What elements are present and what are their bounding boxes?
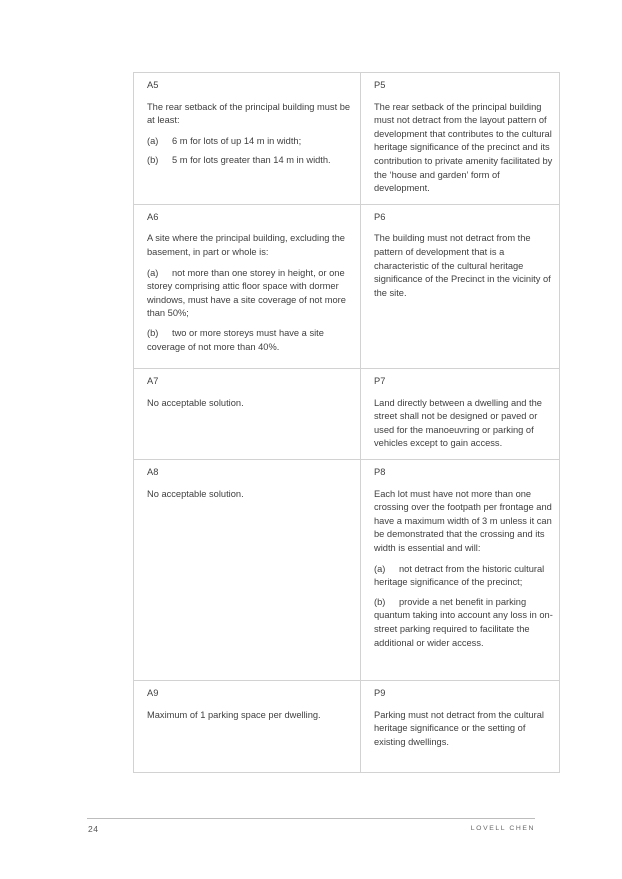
clause-text: The rear setback of the principal building must not detract from the layout pattern of development that contributes to the cultural heritage significance of the precinct and its contribution to private amenity facilitated by the ‘house and garden’ form of development. xyxy=(374,101,553,194)
sub-item-label: (a) xyxy=(374,563,386,574)
clause-text: Maximum of 1 parking space per dwelling. xyxy=(147,709,321,720)
sub-item-label: (b) xyxy=(374,596,386,607)
clause-text: No acceptable solution. xyxy=(147,488,244,499)
clause-sub-item xyxy=(147,154,355,168)
clause-text: A site where the principal building, excluding the basement, in part or whole is: xyxy=(147,233,345,257)
sub-item-text: not more than one storey in height, or one storey comprising attic floor space with dormer windows, must have a site coverage of not more than 50%; xyxy=(147,267,346,319)
sub-item-label: (b) xyxy=(147,155,159,166)
clause-sub-item xyxy=(147,267,355,321)
performance-criteria-code: P7 xyxy=(374,376,386,387)
performance-criteria-cell xyxy=(361,73,560,205)
acceptable-solution-cell xyxy=(134,204,361,368)
sub-item-text: provide a net benefit in parking quantum taking into account any loss in on-street parking required to facilitate the additional or wider access. xyxy=(374,596,553,648)
footer-divider xyxy=(87,818,535,819)
criteria-row xyxy=(134,460,560,681)
performance-criteria-cell xyxy=(361,460,560,681)
criteria-row xyxy=(134,73,560,205)
clause-text: Land directly between a dwelling and the street shall not be designed or paved or used for the manoeuvring or parking of vehicles except to gain access. xyxy=(374,397,542,449)
acceptable-solution-code: A6 xyxy=(147,211,159,222)
clause-text: The rear setback of the principal building must be at least: xyxy=(147,101,351,126)
footer-brand: LOVELL CHEN xyxy=(470,825,535,832)
criteria-table-body xyxy=(134,73,560,773)
acceptable-solution-cell xyxy=(134,681,361,773)
sub-item-text: not detract from the historic cultural heritage significance of the precinct; xyxy=(374,563,545,588)
performance-criteria-code: P8 xyxy=(374,467,386,478)
clause-sub-item xyxy=(374,563,554,590)
clause-text: No acceptable solution. xyxy=(147,397,244,408)
sub-item-label: (b) xyxy=(147,327,159,338)
performance-criteria-cell xyxy=(361,204,560,368)
performance-criteria-code: P6 xyxy=(374,211,386,222)
criteria-table xyxy=(133,72,560,773)
sub-item-text: two or more storeys must have a site coverage of not more than 40%. xyxy=(147,327,324,352)
performance-criteria-code: P5 xyxy=(374,80,386,90)
acceptable-solution-cell xyxy=(134,73,361,205)
criteria-row xyxy=(134,369,560,460)
performance-criteria-code: P9 xyxy=(374,688,386,699)
clause-text: Each lot must have not more than one crossing over the footpath per frontage and have a maximum width of 3 m unless it can be demonstrated that the crossing and its width is essential and will: xyxy=(374,488,552,554)
sub-item-text: 5 m for lots greater than 14 m in width. xyxy=(172,155,331,166)
acceptable-solution-code: A9 xyxy=(147,688,159,699)
performance-criteria-cell xyxy=(361,681,560,773)
performance-criteria-cell xyxy=(361,369,560,460)
page-number: 24 xyxy=(88,824,99,834)
clause-sub-item xyxy=(374,596,554,650)
clause-sub-item xyxy=(147,327,355,354)
criteria-row xyxy=(134,681,560,773)
acceptable-solution-code: A7 xyxy=(147,376,159,387)
sub-item-label: (a) xyxy=(147,135,159,146)
sub-item-label: (a) xyxy=(147,267,159,278)
acceptable-solution-cell xyxy=(134,460,361,681)
clause-sub-item xyxy=(147,135,355,149)
acceptable-solution-code: A8 xyxy=(147,467,159,478)
acceptable-solution-code: A5 xyxy=(147,80,159,90)
sub-item-text: 6 m for lots of up 14 m in width; xyxy=(172,135,302,146)
clause-text: The building must not detract from the pattern of development that is a characteristic of the cultural heritage significance of the Precinct in the vicinity of the site. xyxy=(374,233,551,298)
clause-text: Parking must not detract from the cultural heritage significance or the setting of existing dwellings. xyxy=(374,709,544,747)
criteria-row xyxy=(134,204,560,368)
acceptable-solution-cell xyxy=(134,369,361,460)
